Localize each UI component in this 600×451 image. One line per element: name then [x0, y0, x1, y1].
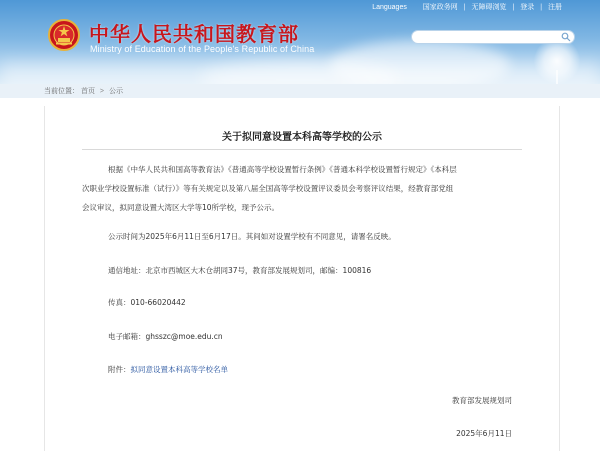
- separator: |: [512, 4, 515, 11]
- attachment-link[interactable]: 拟同意设置本科高等学校名单: [130, 365, 228, 374]
- dandelion-decoration: [534, 38, 580, 84]
- top-links: [372, 2, 562, 12]
- article-paragraph: 公示时间为2025年6月11日至6月17日。其间如对设置学校有不同意见，请署名反映。: [108, 232, 396, 241]
- search-icon[interactable]: [561, 32, 571, 42]
- languages-link[interactable]: Languages: [372, 4, 407, 11]
- contact-fax: 传真：010-66020442: [108, 298, 186, 307]
- article-paragraph: 会议审议，拟同意设置大湾区大学等10所学校，现予公示。: [82, 203, 280, 212]
- separator: |: [540, 4, 543, 11]
- separator: |: [463, 4, 466, 11]
- breadcrumb: [44, 86, 123, 96]
- breadcrumb-home-link[interactable]: 首页: [80, 88, 95, 95]
- article-paragraph: 根据《中华人民共和国高等教育法》《普通高等学校设置暂行条例》《普通本科学校设置暂行规定》《本科层: [108, 165, 457, 174]
- article-date: 2025年6月11日: [456, 429, 512, 438]
- site-header: [0, 0, 600, 84]
- breadcrumb-label: 当前位置：: [44, 88, 79, 95]
- attachment-label: 附件：: [108, 365, 131, 374]
- breadcrumb-separator: >: [99, 88, 104, 95]
- search-input[interactable]: [411, 30, 575, 44]
- contact-email: 电子邮箱：ghsszc@moe.edu.cn: [108, 332, 223, 341]
- contact-address: 通信地址：北京市西城区大木仓胡同37号，教育部发展规划司，邮编：100816: [108, 266, 372, 275]
- register-link[interactable]: 注册: [548, 4, 562, 11]
- site-subtitle: Ministry of Education of the People's Republic of China: [90, 44, 315, 54]
- attachment-line: [108, 360, 228, 379]
- article-paragraph: 次职业学校设置标准（试行）》等有关规定以及第八届全国高等学校设置评议委员会考察评议结果，经教育部党组: [82, 184, 454, 193]
- title-divider: [82, 149, 522, 150]
- national-emblem-icon[interactable]: [48, 19, 80, 51]
- gov-link[interactable]: 国家政务网: [422, 4, 458, 11]
- breadcrumb-current-link[interactable]: 公示: [108, 88, 123, 95]
- accessibility-link[interactable]: 无障碍浏览: [471, 4, 507, 11]
- article-signature: 教育部发展规划司: [452, 396, 512, 405]
- article-title: 关于拟同意设置本科高等学校的公示: [222, 132, 382, 143]
- login-link[interactable]: 登录: [520, 4, 535, 11]
- site-title[interactable]: 中华人民共和国教育部: [89, 22, 299, 46]
